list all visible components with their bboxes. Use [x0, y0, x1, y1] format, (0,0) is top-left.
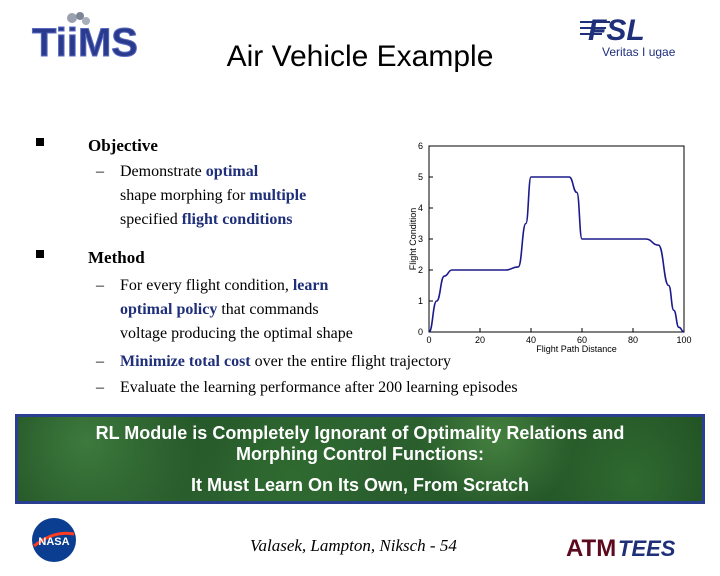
method-item1-line1: For every flight condition, — [120, 277, 293, 294]
x-tick-label: 20 — [474, 335, 486, 345]
tees-logo — [618, 526, 678, 567]
flight-condition-chart — [405, 138, 695, 354]
method-item2-highlight: Minimize total cost — [120, 353, 251, 370]
fsl-motto: Veritas I ugae — [602, 45, 676, 59]
key-message-banner — [15, 414, 705, 504]
method-item-1 — [96, 274, 426, 346]
svg-text:FSL: FSL — [588, 14, 645, 47]
slide-citation: Valasek, Lampton, Niksch - 54 — [250, 536, 457, 555]
objective-line1-highlight: optimal — [205, 163, 259, 180]
nasa-meatball-icon — [30, 516, 78, 564]
banner-line1: RL Module is Completely Ignorant of Optimality Relations and — [95, 423, 625, 443]
svg-text:TiiMS: TiiMS — [32, 21, 138, 65]
method-item1-line3: voltage producing the optimal shape — [120, 325, 353, 342]
tamu-logo-graphic — [566, 526, 617, 562]
x-axis-label: Flight Path Distance — [536, 344, 617, 354]
method-label: Method — [88, 248, 145, 267]
y-tick-label: 6 — [417, 141, 423, 151]
method-item3-text: Evaluate the learning performance after 200 learning episodes — [120, 379, 518, 396]
method-item-3 — [96, 376, 676, 400]
method-item1-line2: that commands — [217, 301, 319, 318]
y-tick-label: 0 — [417, 327, 423, 337]
nasa-logo — [30, 516, 78, 564]
y-axis-label: Flight Condition — [408, 207, 418, 271]
bullet-square-icon — [36, 138, 44, 146]
x-tick-label: 100 — [676, 335, 692, 345]
objective-line2-highlight: multiple — [249, 187, 307, 204]
objective-label: Objective — [88, 136, 158, 155]
dash-marker: – — [96, 379, 104, 396]
objective-line3: specified — [120, 211, 182, 228]
y-tick-label: 3 — [417, 234, 423, 244]
y-tick-label: 2 — [417, 265, 423, 275]
dash-marker: – — [96, 277, 104, 294]
objective-line3-highlight: flight conditions — [181, 211, 293, 228]
tees-text: TEES — [618, 536, 676, 561]
y-tick-label: 4 — [417, 203, 423, 213]
objective-text — [96, 160, 396, 232]
objective-line2: shape morphing for — [120, 187, 250, 204]
banner-line3: It Must Learn On Its Own, From Scratch — [190, 475, 530, 495]
method-item1-highlight2: optimal policy — [120, 301, 218, 318]
method-item2-text: over the entire flight trajectory — [250, 353, 451, 370]
banner-line2: Morphing Control Functions: — [236, 444, 484, 464]
method-item1-highlight1: learn — [292, 277, 329, 294]
tees-logo-graphic — [618, 526, 678, 562]
nasa-text: NASA — [38, 536, 70, 548]
slide-title: Air Vehicle Example — [226, 40, 494, 73]
bullet-square-icon — [36, 250, 44, 258]
tamu-logo — [566, 526, 617, 567]
tamu-text: ATM — [566, 535, 617, 562]
y-tick-label: 5 — [417, 172, 423, 182]
x-tick-label: 40 — [525, 335, 537, 345]
dash-marker: – — [96, 163, 104, 180]
dash-marker: – — [96, 353, 104, 370]
objective-line1: Demonstrate — [120, 163, 206, 180]
x-tick-label: 60 — [576, 335, 588, 345]
x-tick-label: 80 — [627, 335, 639, 345]
y-tick-label: 1 — [417, 296, 423, 306]
x-tick-label: 0 — [426, 335, 432, 345]
